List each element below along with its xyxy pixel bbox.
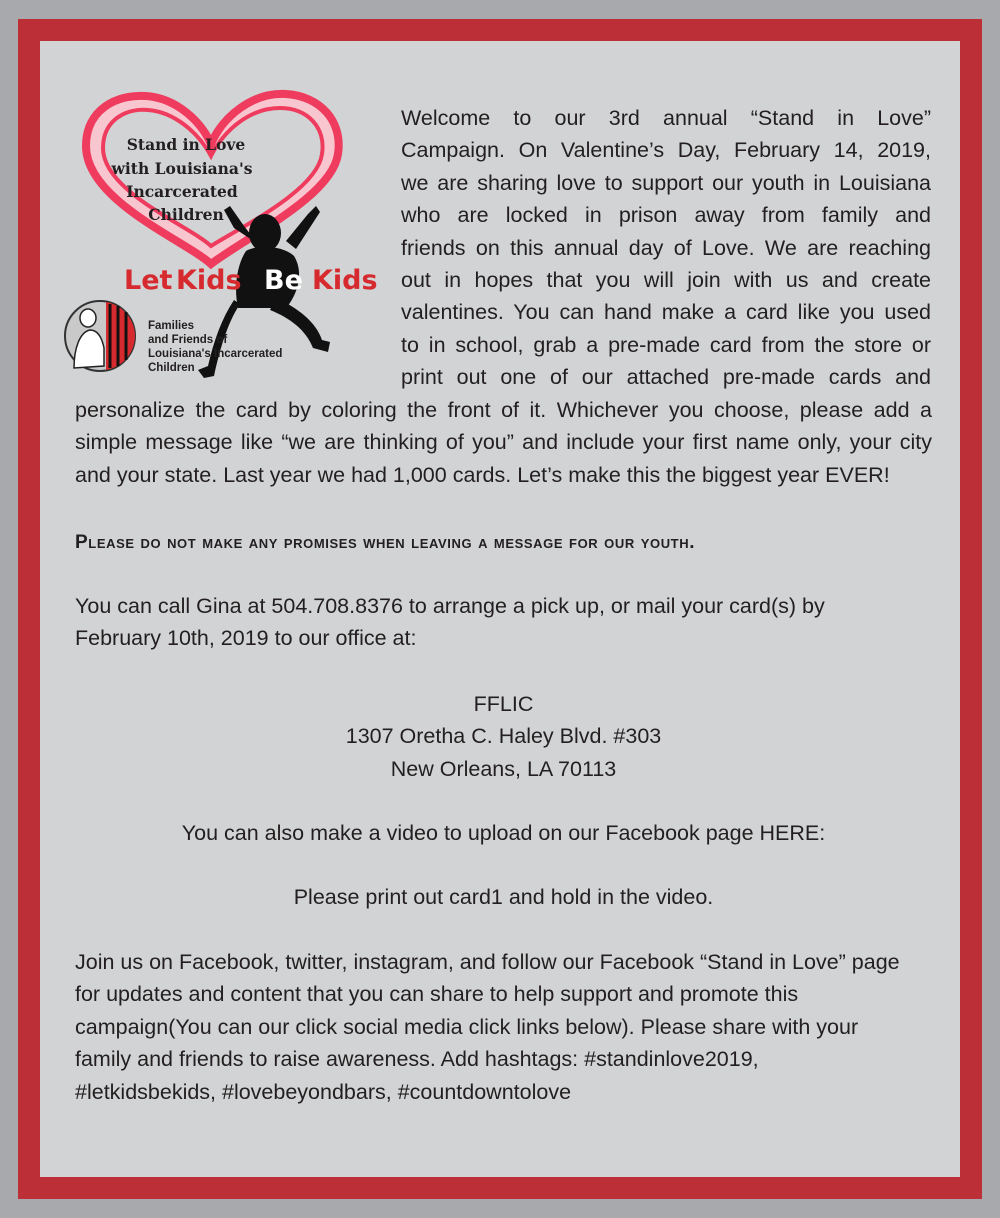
intro-line: we are sharing love to support our youth in Louisiana [401,170,931,195]
intro-line: Campaign. On Valentine’s Day, February 14, 2019, [401,138,931,163]
heart-line-3: Incarcerated [126,182,238,201]
intro-continuation: personalize the card by coloring the front of it. Whichever you choose, please add a simple message like “we are thinking of you” and include your first name only, your city and your state. Last year we had 1,000 cards. Let’s make this the biggest year EVER! [75,398,932,487]
campaign-logo [58,86,384,386]
warning-heading: Please do not make any promises when leaving a message for our youth. [75,532,696,553]
fflic-emblem-icon [65,301,135,371]
address-street: 1307 Oretha C. Haley Blvd. #303 [345,724,662,749]
print-instructions: Please print out card1 and hold in the video. [293,885,714,909]
org-line-4: Children [148,362,195,374]
intro-line: valentines. You can hand make a card like you used [401,300,931,325]
slogan-let: Let [124,265,173,296]
address-city: New Orleans, LA 70113 [390,756,617,781]
intro-line: out in hopes that you will join with us and create [401,268,931,293]
video-instructions: You can also make a video to upload on our Facebook page HERE: [181,821,826,845]
mail-instructions: You can call Gina at 504.708.8376 to arrange a pick up, or mail your card(s) by February 10th, 2019 to our office at: [75,594,825,651]
intro-line: friends on this annual day of Love. We are reaching [401,235,931,260]
intro-line: Welcome to our 3rd annual “Stand in Love” [401,106,931,130]
intro-paragraph-bottom [75,394,932,491]
intro-line: print out one of our attached pre-made cards and [401,365,931,390]
org-line-3: Louisiana's Incarcerated [148,348,283,360]
slogan-be: Be [264,265,303,296]
heart-line-2: with Louisiana's [111,159,253,178]
intro-line: who are locked in prison away from family and [401,203,931,228]
intro-paragraph-top [401,102,931,394]
intro-line: to in school, grab a pre-made card from the store or [401,332,931,357]
social-paragraph: Join us on Facebook, twitter, instagram, and follow our Facebook “Stand in Love” page for updates and content that you can share to help support and promote this campaign(You can our click social media click links below). Please share with your family and friends to raise awareness. Add hashtags: #standinlove2019, #letkidsbekids, #lovebeyondbars, #countdowntolove [75,950,900,1104]
slogan-kids-2: Kids [312,265,378,296]
address-name: FFLIC [473,692,534,716]
heart-line-4: Children [148,205,224,224]
org-line-1: Families [148,320,195,332]
org-line-2: and Friends of [148,334,228,346]
heart-line-1: Stand in Love [126,135,246,154]
mailing-address [75,688,932,785]
slogan-kids-1: Kids [176,265,242,296]
